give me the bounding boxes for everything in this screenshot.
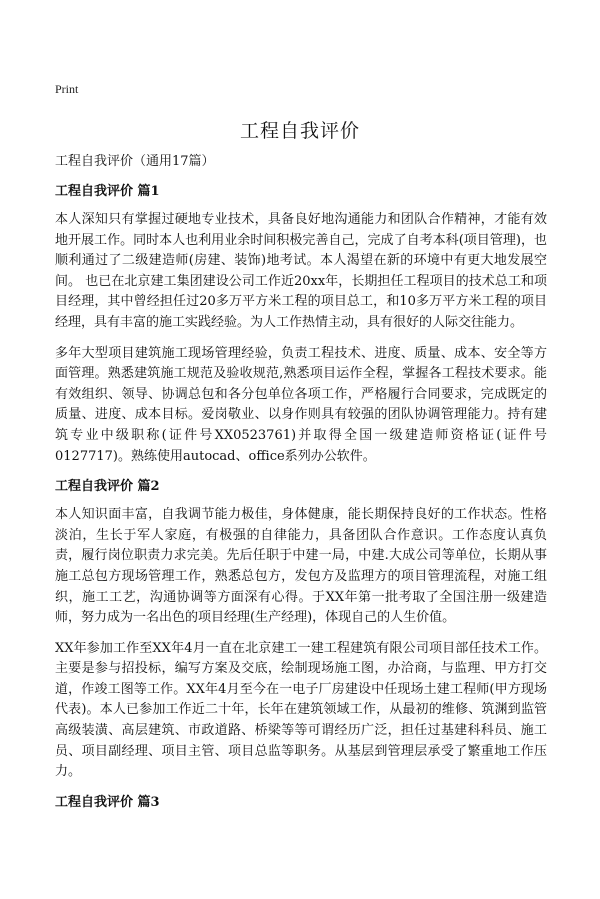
section-2-paragraph-2: XX年参加工作至XX年4月一直在北京建工一建工程建筑有限公司项目部任技术工作。主要是参与招投标，编写方案及交底，绘制现场施工图，办洽商，与监理、甲方打交道，作竣工图等工作。XX年4月至今在一电子厂房建设中任现场土建工程师(甲方现场代表)。本人已参加工作近二十年，长年在建筑领域工作，从最初的维修、筑渊到监管高级装潢、高层建筑、市政道路、桥梁等等可谓经历广泛，担任过基建科科员、施工员、项目副经理、项目主管、项目总监等职务。从基层到管理层承受了繁重地工作压力。 (55, 640, 547, 780)
section-1-paragraph-1: 本人深知只有掌握过硬地专业技术，具备良好地沟通能力和团队合作精神，才能有效地开展工作。同时本人也利用业余时间积极完善自己，完成了自考本科(项目管理)，也顺利通过了二级建造师(房建、装饰)地考试。本人渴望在新的环境中有更大地发展空间。 也已在北京建工集团建设公司工作近20xx年，长期担任工程项目的技术总工和项目经理，其中曾经担任过20多万平方米工程的项目总工，和10多万平方米工程的项目经理，具有丰富的施工实践经验。为人工作热情主动，具有很好的人际交往能力。 (55, 212, 547, 330)
section-1-paragraph-2: 多年大型项目建筑施工现场管理经验，负责工程技术、进度、质量、成本、安全等方面管理。熟悉建筑施工规范及验收规范,熟悉项目运作全程，掌握各工程技术要求。能有效组织、领导、协调总包和各分包单位各项工作，严格履行合同要求，完成既定的质量、进度、成本目标。爱岗敬业、以身作则具有较强的团队协调管理能力。持有建筑专业中级职称(证件号XX0523761)并取得全国一级建造师资格证(证件号0127717)。熟练使用autocad、office系列办公软件。 (55, 345, 547, 464)
print-label: Print (55, 82, 79, 96)
page-title: 工程自我评价 (239, 120, 360, 142)
section-2-paragraph-1: 本人知识面丰富，自我调节能力极佳，身体健康，能长期保持良好的工作状态。性格淡泊，生长于军人家庭，有极强的自律能力，具备团队合作意识。工作态度认真负责，履行岗位职责力求完美。先后任职于中建一局，中建.大成公司等单位，长期从事施工总包方现场管理工作，熟悉总包方，发包方及监理方的项目管理流程，对施工组织，施工工艺，沟通协调等方面深有心得。于XX年第一批考取了全国注册一级建造师，努力成为一名出色的项目经理(生产经理)，体现自己的人生价值。 (55, 507, 547, 626)
section-heading-2: 工程自我评价 篇2 (55, 479, 160, 495)
section-heading-3: 工程自我评价 篇3 (55, 794, 160, 810)
document-subtitle: 工程自我评价（通用17篇） (55, 154, 215, 169)
document-body (55, 152, 547, 821)
section-heading-1: 工程自我评价 篇1 (55, 184, 160, 199)
